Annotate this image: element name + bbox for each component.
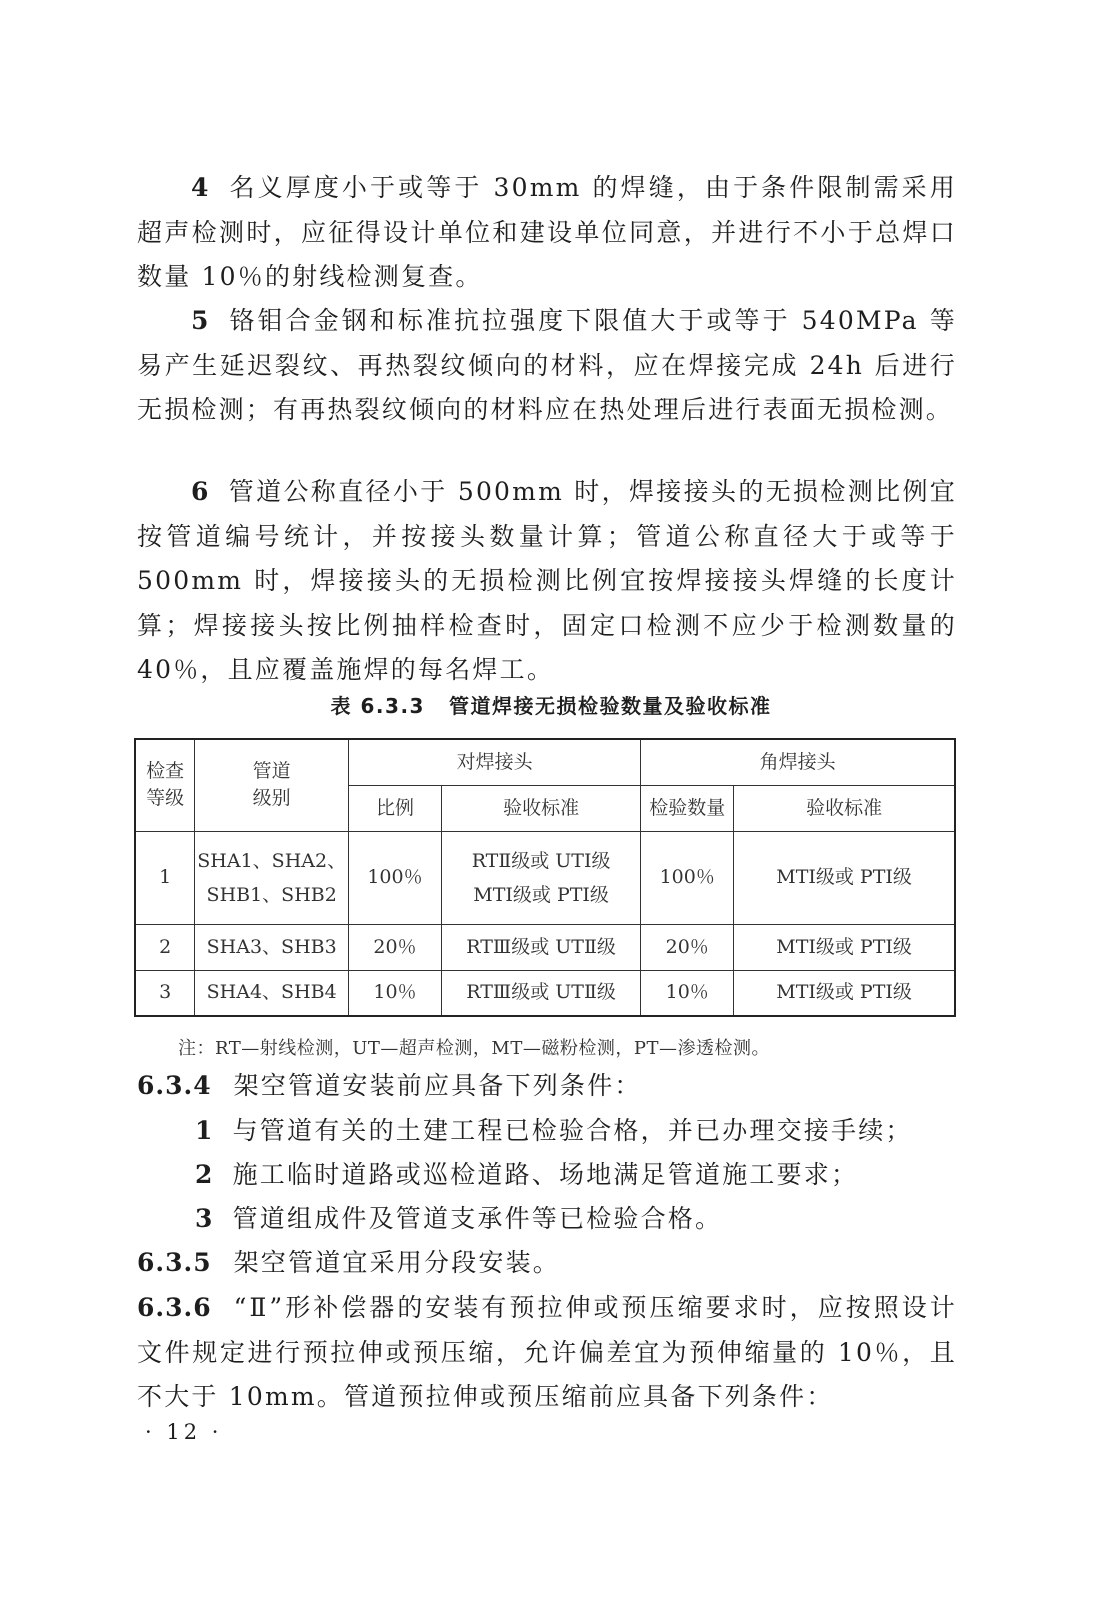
- header-ratio: 比例: [349, 785, 442, 831]
- cell-ratio: 10％: [349, 970, 442, 1016]
- clause-text: 架空管道宜采用分段安装。: [233, 1248, 560, 1277]
- item-6-paragraph: [137, 470, 957, 693]
- item-number: 4: [191, 173, 211, 202]
- clause-text: 架空管道安装前应具备下列条件：: [233, 1071, 642, 1100]
- item-number: 2: [195, 1160, 215, 1189]
- table-caption: [0, 690, 1102, 719]
- item-text: 管道公称直径小于 500mm 时，焊接接头的无损检测比例宜按管道编号统计，并按接头数量计算；管道公称直径大于或等于 500mm 时，焊接接头的无损检测比例宜按焊接接头焊缝的长度计算；焊接接头按比例抽样检查时，固定口检测不应少于检测数量的 40％，且应覆盖施焊的每名焊工。: [137, 477, 957, 684]
- clause-number: 6.3.6: [137, 1293, 212, 1322]
- cell-fillet-std: MTⅠ级或 PTⅠ级: [734, 831, 955, 924]
- cell-count: 100％: [641, 831, 734, 924]
- page-number: · 12 ·: [145, 1420, 223, 1444]
- cell-ratio: 100％: [349, 831, 442, 924]
- header-pipe-class: 管道 级别: [195, 739, 349, 831]
- clause-6-3-4-item-2: [195, 1153, 955, 1198]
- item-number: 5: [191, 306, 211, 335]
- item-number: 1: [195, 1116, 215, 1145]
- table-row: [135, 970, 955, 1016]
- cell-level: 2: [135, 924, 195, 970]
- item-number: 3: [195, 1204, 215, 1233]
- item-text: 与管道有关的土建工程已检验合格，并已办理交接手续；: [232, 1116, 913, 1145]
- table-number: 表 6.3.3: [330, 694, 425, 718]
- item-number: 6: [191, 477, 211, 506]
- table-note: 注：RT—射线检测，UT—超声检测，MT—磁粉检测，PT—渗透检测。: [178, 1038, 770, 1059]
- item-text: 管道组成件及管道支承件等已检验合格。: [232, 1204, 723, 1233]
- cell-level: 1: [135, 831, 195, 924]
- cell-count: 20％: [641, 924, 734, 970]
- item-text: 施工临时道路或巡检道路、场地满足管道施工要求；: [232, 1160, 859, 1189]
- clause-6-3-4-item-1: [195, 1109, 955, 1154]
- cell-ratio: 20％: [349, 924, 442, 970]
- cell-butt-std: RTⅢ级或 UTⅡ级: [441, 970, 640, 1016]
- clause-number: 6.3.5: [137, 1248, 212, 1277]
- cell-count: 10％: [641, 970, 734, 1016]
- cell-pipe: SHA1、SHA2、 SHB1、SHB2: [195, 831, 349, 924]
- header-butt-joint: 对焊接头: [349, 739, 641, 785]
- item-5-paragraph: [137, 299, 957, 433]
- table-title: 管道焊接无损检验数量及验收标准: [448, 694, 772, 718]
- clause-6-3-4-item-3: [195, 1197, 955, 1242]
- header-count: 检验数量: [641, 785, 734, 831]
- item-text: 铬钼合金钢和标准抗拉强度下限值大于或等于 540MPa 等易产生延迟裂纹、再热裂纹倾向的材料，应在焊接完成 24h 后进行无损检测；有再热裂纹倾向的材料应在热处理后进行表面无损检测。: [137, 306, 957, 424]
- table-row: [135, 924, 955, 970]
- header-acceptance: 验收标准: [441, 785, 640, 831]
- clause-number: 6.3.4: [137, 1071, 212, 1100]
- item-4-paragraph: [137, 166, 957, 300]
- header-fillet-joint: 角焊接头: [641, 739, 955, 785]
- header-level: 检查 等级: [135, 739, 195, 831]
- inspection-table: [134, 738, 956, 1017]
- cell-level: 3: [135, 970, 195, 1016]
- cell-fillet-std: MTⅠ级或 PTⅠ级: [734, 924, 955, 970]
- cell-butt-std: RTⅡ级或 UTⅠ级 MTⅠ级或 PTⅠ级: [441, 831, 640, 924]
- clause-6-3-4: [137, 1064, 957, 1109]
- table-row: [135, 831, 955, 924]
- cell-fillet-std: MTⅠ级或 PTⅠ级: [734, 970, 955, 1016]
- cell-butt-std: RTⅢ级或 UTⅡ级: [441, 924, 640, 970]
- clause-6-3-6: [137, 1286, 957, 1420]
- cell-pipe: SHA4、SHB4: [195, 970, 349, 1016]
- item-text: 名义厚度小于或等于 30mm 的焊缝，由于条件限制需采用超声检测时，应征得设计单位和建设单位同意，并进行不小于总焊口数量 10％的射线检测复查。: [137, 173, 957, 291]
- clause-6-3-5: [137, 1241, 957, 1286]
- header-acceptance-fillet: 验收标准: [734, 785, 955, 831]
- clause-text: “Ⅱ”形补偿器的安装有预拉伸或预压缩要求时，应按照设计文件规定进行预拉伸或预压缩，允许偏差宜为预伸缩量的 10％，且不大于 10mm。管道预拉伸或预压缩前应具备下列条件：: [137, 1293, 957, 1411]
- cell-pipe: SHA3、SHB3: [195, 924, 349, 970]
